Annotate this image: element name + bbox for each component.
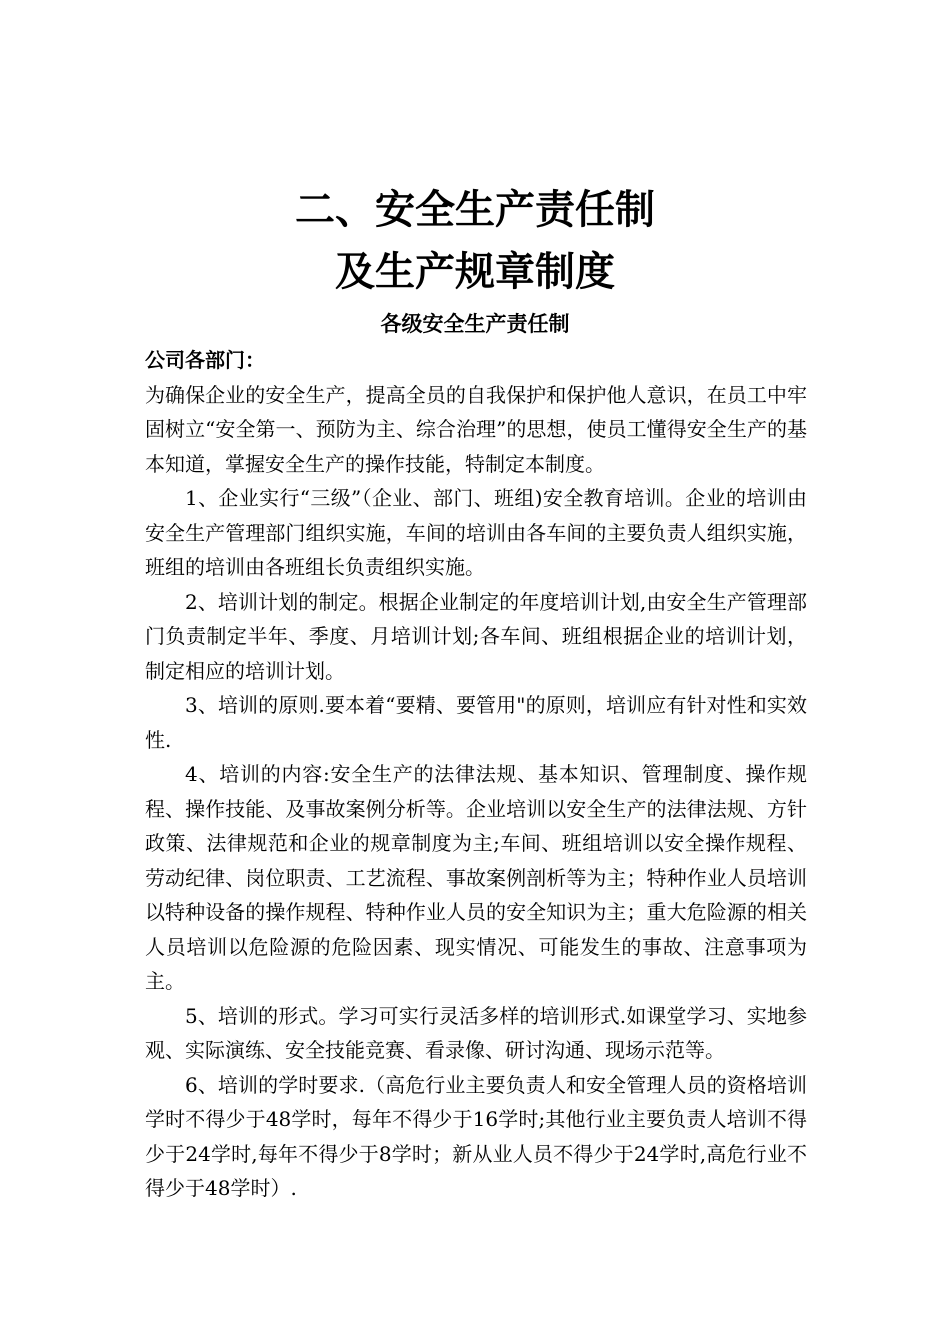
clause-paragraph-1: 1、企业实行“三级”（企业、部门、班组)安全教育培训。企业的培训由安全生产管理部门组织实施，车间的培训由各车间的主要负责人组织实施，班组的培训由各班组长负责组织实施。 (145, 486, 807, 579)
clause-paragraph-2: 2、培训计划的制定。根据企业制定的年度培训计划,由安全生产管理部门负责制定半年、季度、月培训计划;各车间、班组根据企业的培训计划，制定相应的培训计划。 (145, 589, 807, 683)
document-body (145, 343, 807, 1206)
clause-paragraph-3: 3、培训的原则.要本着“要精、要管用"的原则，培训应有针对性和实效性. (145, 693, 807, 752)
clause-paragraph-5: 5、培训的形式。学习可实行灵活多样的培训形式.如课堂学习、实地参观、实际演练、安全技能竞赛、看录像、研讨沟通、现场示范等。 (145, 1003, 807, 1062)
salutation: 公司各部门： (145, 348, 265, 372)
intro-paragraph: 为确保企业的安全生产，提高全员的自我保护和保护他人意识，在员工中牢固树立“安全第一、预防为主、综合治理”的思想，使员工懂得安全生产的基本知道，掌握安全生产的操作技能，特制定本制度。 (145, 382, 807, 476)
document-title-line-1: 二、安全生产责任制 (295, 187, 655, 233)
document-title-line-2: 及生产规章制度 (335, 249, 615, 295)
clause-paragraph-6: 6、培训的学时要求.（高危行业主要负责人和安全管理人员的资格培训学时不得少于48学时，每年不得少于16学时;其他行业主要负责人培训不得少于24学时,每年不得少于8学时；新从业人员不得少于24学时,高危行业不得少于48学时）. (145, 1072, 807, 1200)
clause-paragraph-4: 4、培训的内容:安全生产的法律法规、基本知识、管理制度、操作规程、操作技能、及事故案例分析等。企业培训以安全生产的法律法规、方针政策、法律规范和企业的规章制度为主;车间、班组培训以安全操作规程、劳动纪律、岗位职责、工艺流程、事故案例剖析等为主；特种作业人员培训以特种设备的操作规程、特种作业人员的安全知识为主；重大危险源的相关人员培训以危险源的危险因素、现实情况、可能发生的事故、注意事项为主。 (145, 762, 807, 993)
section-subtitle: 各级安全生产责任制 (380, 312, 570, 336)
